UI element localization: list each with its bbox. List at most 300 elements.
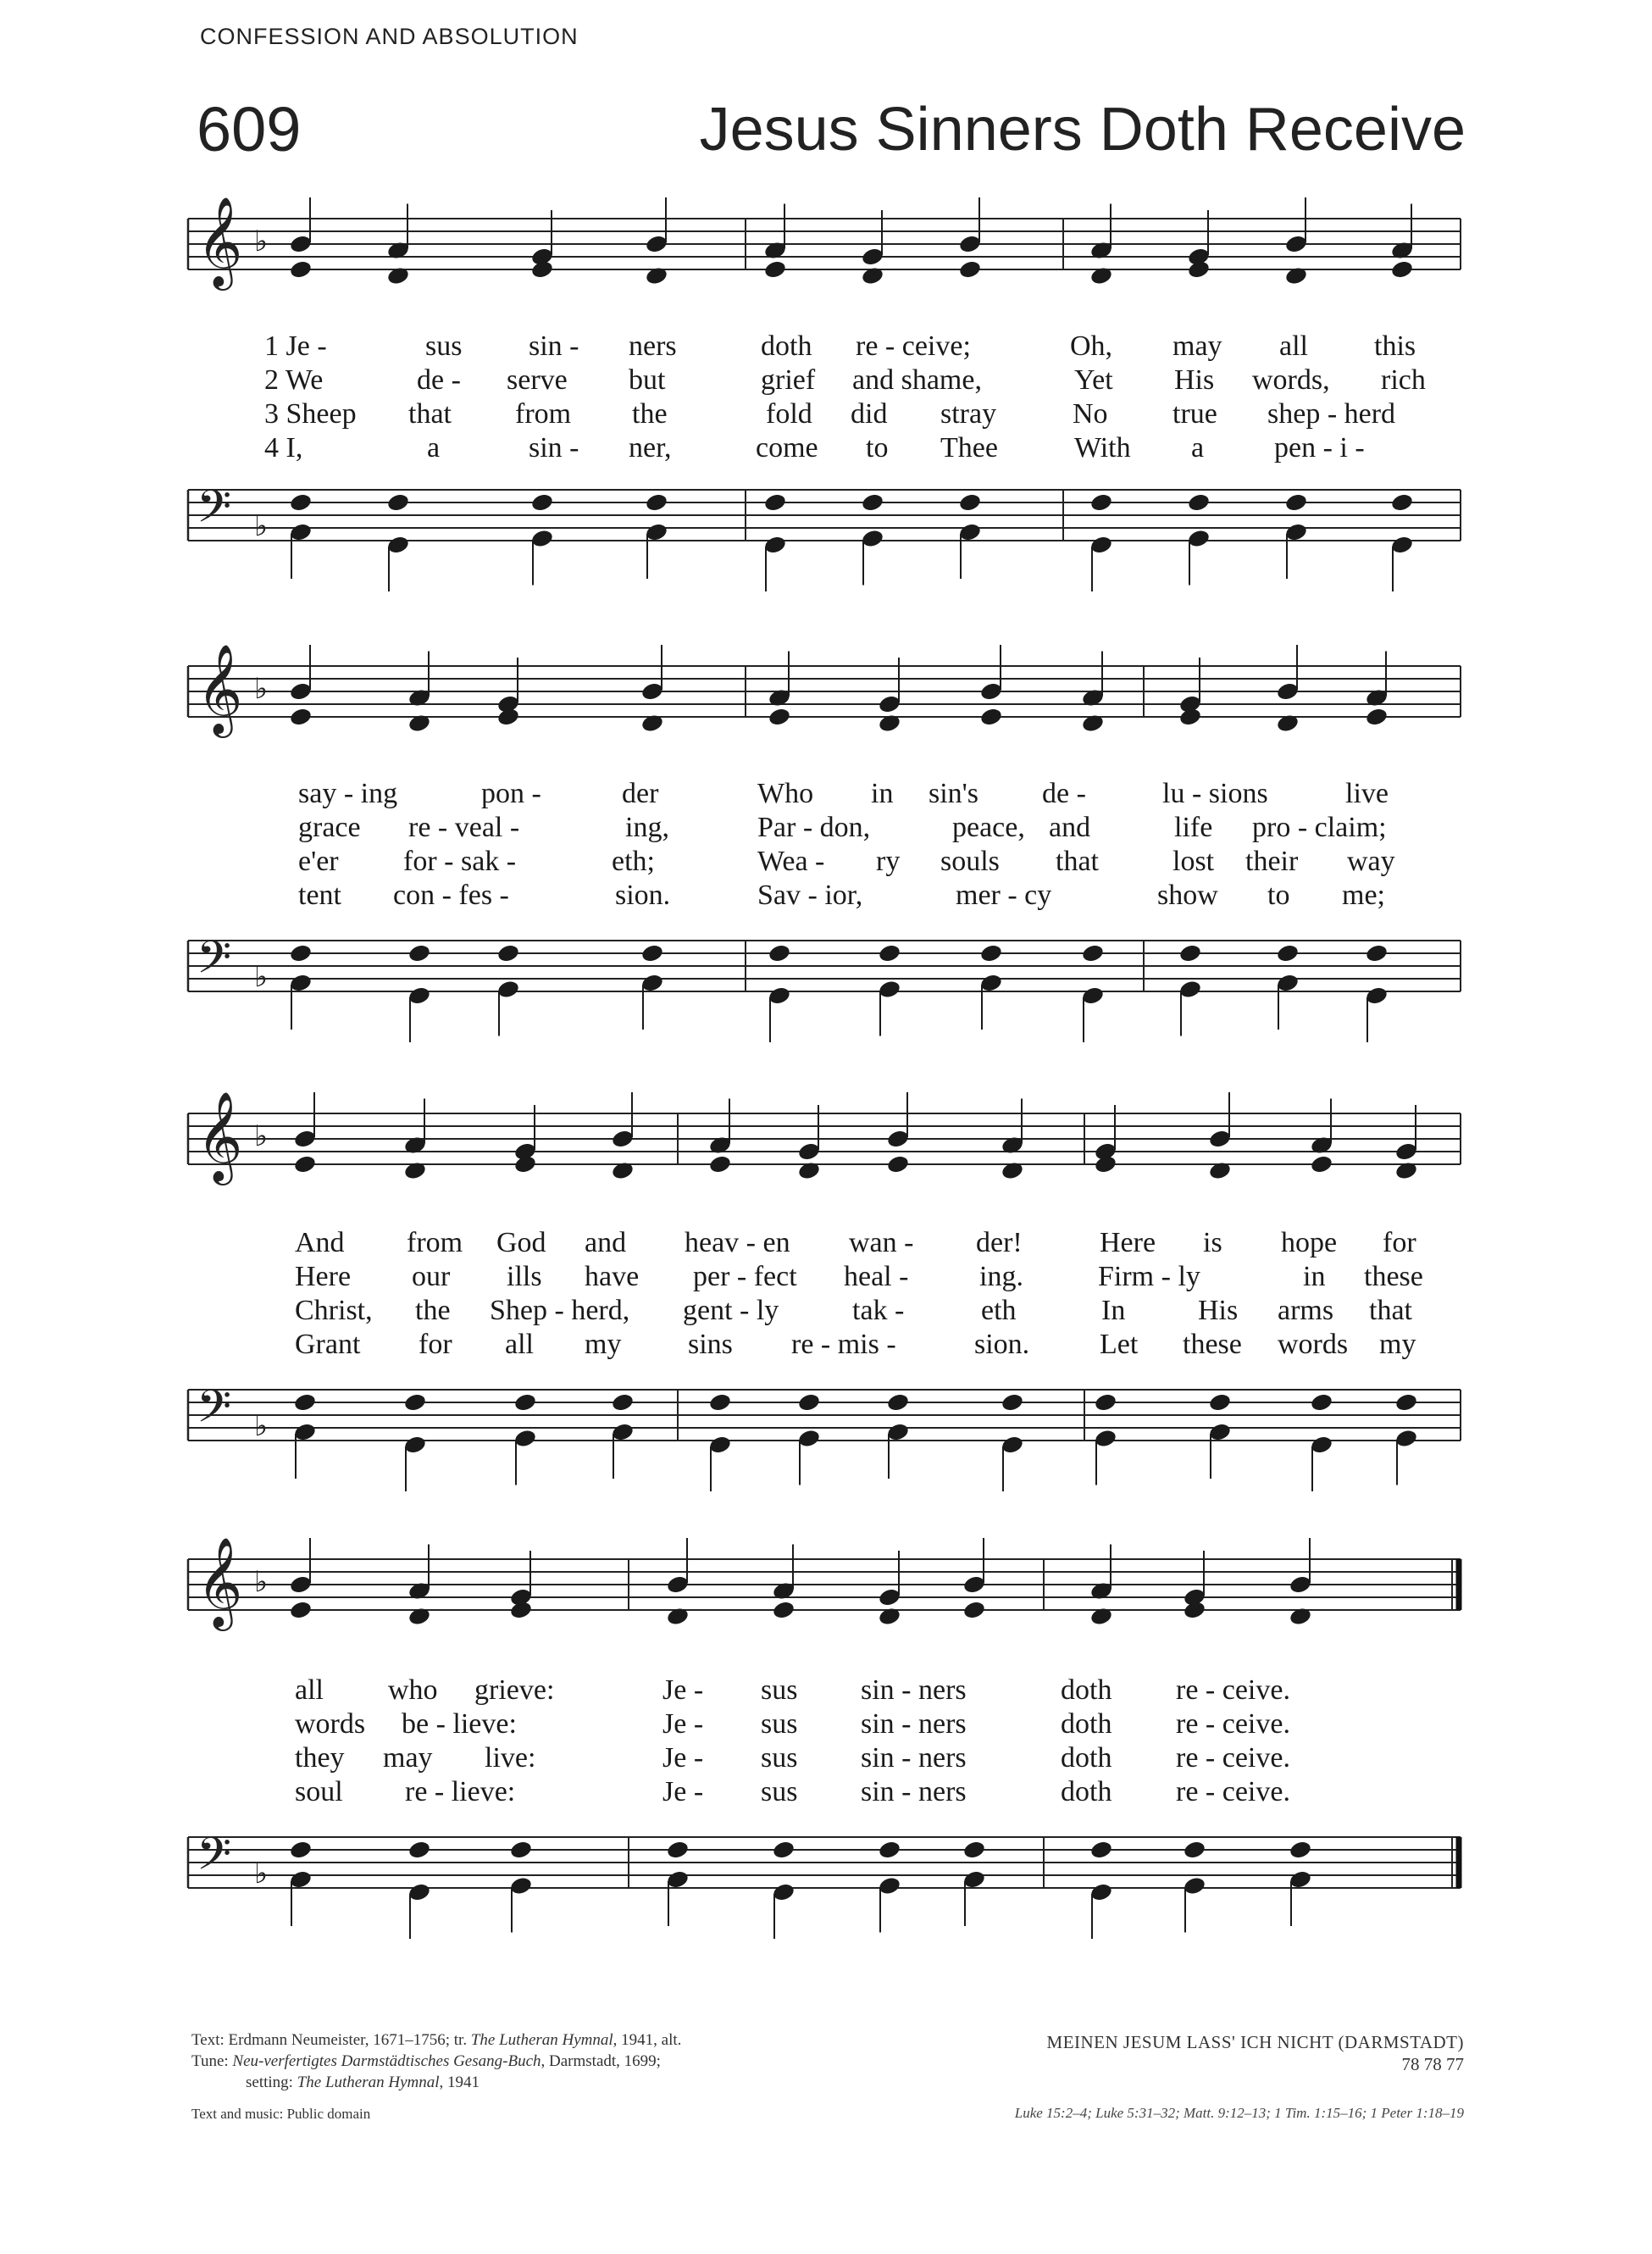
tenor-note [1089,492,1113,513]
syllable: my [585,1329,622,1360]
syllable: Here [1100,1227,1156,1258]
setting-year: , 1941 [439,2074,480,2091]
tenor-note [1394,1392,1418,1413]
tenor-note [772,1840,796,1860]
bass-note [645,522,668,542]
bass-note [886,1422,910,1442]
syllable: Je - [662,1708,704,1740]
syllable: arms [1278,1295,1334,1326]
tune-source: Neu-verfertigtes Darmstädtisches Gesang-Buch [232,2052,541,2070]
alto-note [1390,259,1414,280]
tenor-note [878,943,901,963]
syllable: And [295,1227,345,1258]
alto-note [293,1154,317,1174]
setting-credit [246,2074,480,2090]
tenor-note [496,943,520,963]
syllable: Let [1100,1329,1139,1360]
tenor-note [1276,943,1300,963]
bass-note [768,985,791,1006]
tenor-note [407,943,431,963]
soprano-note [640,681,664,702]
soprano-note [289,1574,313,1595]
tenor-note [386,492,410,513]
syllable: for - sak - [403,846,517,877]
syllable: pen - i - [1274,432,1365,464]
alto-note [530,259,554,280]
alto-note [1187,259,1211,280]
bass-note [289,522,313,542]
tenor-note [763,492,787,513]
bass-note [1365,985,1389,1006]
bass-note [1208,1422,1232,1442]
text-year: , 1941, alt. [613,2031,682,2049]
tune-credit [191,2053,661,2069]
syllable: re - veal - [408,812,520,843]
alto-note [289,707,313,727]
soprano-note [645,234,668,254]
syllable: and shame, [852,364,982,396]
syllable: ner, [629,432,672,464]
syllable: who [388,1674,438,1706]
tune-place: , Darmstadt, 1699; [541,2052,661,2070]
tenor-note [289,1840,313,1860]
soprano-note [1276,681,1300,702]
syllable: heal - [844,1261,909,1292]
syllable: tak - [852,1295,905,1326]
tenor-note [1390,492,1414,513]
syllable: 3 Sheep [264,398,357,430]
bass-note [797,1428,821,1448]
tenor-note [289,943,313,963]
bass-note [509,1875,533,1896]
syllable: Christ, [295,1295,373,1326]
syllable: Grant [295,1329,361,1360]
syllable: in [1303,1261,1326,1292]
alto-note [979,707,1003,727]
soprano-note [861,247,884,267]
treble-clef-icon: 𝄞 [197,1091,243,1181]
bass-note [878,979,901,999]
tenor-note [611,1392,635,1413]
flat-key-signature-icon: ♭ [254,225,269,258]
hymn-title: Jesus Sinners Doth Receive [699,96,1466,164]
syllable: heav - en [685,1227,790,1258]
syllable: sins [688,1329,733,1360]
syllable: all [1279,330,1308,362]
bass-note [878,1875,901,1896]
flat-key-signature-icon: ♭ [254,1565,269,1599]
syllable: ners [629,330,677,362]
bass-note [293,1422,317,1442]
setting-source: The Lutheran Hymnal [297,2074,440,2091]
tenor-note [1178,943,1202,963]
syllable: Je - [662,1776,704,1807]
alto-note [1183,1600,1206,1620]
syllable: for [419,1329,452,1360]
syllable: in [871,778,894,809]
bass-note [958,522,982,542]
syllable: this [1374,330,1416,362]
syllable: ills [507,1261,542,1292]
text-label: Text: [191,2031,225,2049]
bass-clef-icon: 𝄢 [197,1829,232,1891]
tenor-note [979,943,1003,963]
soprano-note [878,694,901,714]
syllable: grace [298,812,361,843]
bass-note [611,1422,635,1442]
syllable: a [1191,432,1205,464]
tenor-note [293,1392,317,1413]
syllable: be - lieve: [402,1708,517,1740]
bass-note [1178,979,1202,999]
syllable: Je - [662,1674,704,1706]
syllable: tent [298,880,341,911]
bass-note [1289,1869,1312,1890]
tenor-note [797,1392,821,1413]
tenor-note [1187,492,1211,513]
syllable: peace, [952,812,1025,843]
bass-note [1183,1875,1206,1896]
soprano-note [962,1574,986,1595]
text-source: The Lutheran Hymnal [470,2031,613,2049]
syllable: sus [761,1742,798,1774]
syllable: Yet [1074,364,1113,396]
flat-key-signature-icon: ♭ [254,1409,269,1443]
syllable: that [408,398,452,430]
bass-note [1276,973,1300,993]
alto-note [1094,1154,1117,1174]
soprano-note [878,1587,901,1607]
syllable: say - ing [298,778,398,809]
tenor-note [645,492,668,513]
alto-note [509,1600,533,1620]
alto-note [289,1600,313,1620]
bass-clef-icon: 𝄢 [197,932,232,995]
tenor-note [1365,943,1389,963]
bass-note [1187,528,1211,548]
bass-note [1284,522,1308,542]
tenor-note [1310,1392,1333,1413]
bass-note [530,528,554,548]
scripture-references: Luke 15:2–4; Luke 5:31–32; Matt. 9:12–13; 1 Tim. 1:15–16; 1 Peter 1:18–19 [1014,2105,1464,2121]
tenor-note [1208,1392,1232,1413]
soprano-note [289,681,313,702]
syllable: live: [485,1742,536,1774]
alto-note [768,707,791,727]
tenor-note [1001,1392,1024,1413]
syllable: stray [940,398,997,430]
bass-clef-icon: 𝄢 [197,481,232,544]
alto-note [1365,707,1389,727]
hymn-number: 609 [197,94,302,164]
bass-note [1394,1428,1418,1448]
syllable: con - fes - [393,880,509,911]
flat-key-signature-icon: ♭ [254,672,269,706]
syllable: true [1172,398,1217,430]
syllable: did [851,398,888,430]
syllable: de - [1042,778,1086,809]
tenor-note [886,1392,910,1413]
syllable: may [1172,330,1222,362]
syllable: and [1049,812,1091,843]
syllable: from [407,1227,463,1258]
syllable: sin - ners [861,1776,967,1807]
syllable: words, [1252,364,1330,396]
syllable: grief [761,364,816,396]
tune-name: MEINEN JESUM LASS' ICH NICHT (DARMSTADT) [1046,2032,1464,2052]
soprano-note [886,1129,910,1149]
syllable: lost [1172,846,1215,877]
syllable: eth; [612,846,655,877]
tenor-note [640,943,664,963]
syllable: Thee [940,432,998,464]
bass-note [1390,535,1414,555]
syllable: Par - don, [757,812,871,843]
alto-note [708,1154,732,1174]
syllable: all [295,1674,324,1706]
syllable: that [1056,846,1099,877]
bass-note [861,528,884,548]
alto-note [962,1600,986,1620]
syllable: No [1073,398,1108,430]
syllable: sin - ners [861,1708,967,1740]
flat-key-signature-icon: ♭ [254,1119,269,1153]
tenor-note [708,1392,732,1413]
syllable: 4 I, [264,432,303,464]
bass-clef-icon: 𝄢 [197,1381,232,1444]
tenor-note [407,1840,431,1860]
syllable: from [515,398,572,430]
tenor-note [1094,1392,1117,1413]
bass-note [496,979,520,999]
tenor-note [666,1840,690,1860]
syllable: Sav - ior, [757,880,863,911]
soprano-note [666,1574,690,1595]
syllable: may [383,1742,433,1774]
syllable: the [632,398,668,430]
syllable: they [295,1742,345,1774]
soprano-note [958,234,982,254]
soprano-note [289,234,313,254]
syllable: re - ceive. [1176,1708,1290,1740]
syllable: e'er [298,846,339,877]
syllable: come [756,432,818,464]
tenor-note [530,492,554,513]
tenor-note [513,1392,537,1413]
syllable: Oh, [1070,330,1113,362]
syllable: re - ceive. [1176,1742,1290,1774]
syllable: sus [761,1776,798,1807]
syllable: per - fect [693,1261,797,1292]
syllable: doth [761,330,812,362]
syllable: re - lieve: [405,1776,516,1807]
syllable: sion. [615,880,671,911]
bass-note [407,1882,431,1902]
syllable: Here [295,1261,352,1292]
syllable: these [1183,1329,1242,1360]
syllable: In [1101,1295,1126,1326]
soprano-note [1208,1129,1232,1149]
syllable: soul [295,1776,343,1807]
bass-note [289,973,313,993]
syllable: to [866,432,889,464]
syllable: sus [761,1708,798,1740]
syllable: doth [1061,1674,1112,1706]
syllable: hope [1281,1227,1338,1258]
syllable: re - ceive; [856,330,971,362]
syllable: words [1278,1329,1349,1360]
syllable: serve [507,364,568,396]
syllable: to [1267,880,1290,911]
tenor-note [1284,492,1308,513]
syllable: sin's [929,778,979,809]
bass-note [763,535,787,555]
syllable: His [1198,1295,1239,1326]
syllable: the [415,1295,451,1326]
syllable: show [1157,880,1218,911]
syllable: doth [1061,1742,1112,1774]
syllable: pro - claim; [1252,812,1387,843]
bass-note [640,973,664,993]
syllable: shep - herd [1267,398,1396,430]
alto-note [763,259,787,280]
tenor-note [1289,1840,1312,1860]
syllable: a [427,432,441,464]
tenor-note [878,1840,901,1860]
syllable: doth [1061,1708,1112,1740]
syllable: 1 Je - [264,330,327,362]
syllable: der [622,778,659,809]
bass-note [772,1882,796,1902]
syllable: words [295,1708,366,1740]
syllable: de - [417,364,461,396]
treble-clef-icon: 𝄞 [197,1536,243,1627]
soprano-note [611,1129,635,1149]
bass-note [708,1435,732,1455]
setting-label: setting: [246,2074,293,2091]
soprano-note [979,681,1003,702]
syllable: ing, [625,812,669,843]
soprano-note [1289,1574,1312,1595]
treble-clef-icon: 𝄞 [197,643,243,734]
syllable: that [1369,1295,1412,1326]
bass-note [513,1428,537,1448]
treble-clef-icon: 𝄞 [197,196,243,286]
syllable: live [1345,778,1389,809]
bass-note [386,535,410,555]
soprano-note [1394,1141,1418,1162]
syllable: but [629,364,666,396]
syllable: wan - [849,1227,914,1258]
syllable: sin - [529,330,579,362]
alto-note [1310,1154,1333,1174]
bass-note [979,973,1003,993]
bass-note [403,1435,427,1455]
syllable: and [585,1227,627,1258]
syllable: re - mis - [791,1329,896,1360]
soprano-note [1284,234,1308,254]
syllable: life [1174,812,1213,843]
syllable: our [412,1261,451,1292]
bass-note [1081,985,1105,1006]
tenor-note [1089,1840,1113,1860]
copyright-note: Text and music: Public domain [191,2106,371,2122]
bass-note [1089,1882,1113,1902]
bass-note [962,1869,986,1890]
soprano-note [293,1129,317,1149]
syllable: Wea - [757,846,825,877]
syllable: gent - ly [683,1295,779,1326]
alto-note [496,707,520,727]
section-heading: CONFESSION AND ABSOLUTION [200,24,579,49]
syllable: Firm - ly [1098,1261,1200,1292]
tenor-note [962,1840,986,1860]
syllable: sin - [529,432,579,464]
syllable: for [1383,1227,1416,1258]
soprano-note [797,1141,821,1162]
syllable: pon - [481,778,541,809]
syllable: With [1074,432,1131,464]
syllable: sus [761,1674,798,1706]
tenor-note [958,492,982,513]
alto-note [886,1154,910,1174]
syllable: re - ceive. [1176,1674,1290,1706]
bass-note [666,1869,690,1890]
syllable: rich [1381,364,1426,396]
alto-note [513,1154,537,1174]
tenor-note [861,492,884,513]
alto-note [1178,707,1202,727]
syllable: ing. [979,1261,1023,1292]
tenor-note [289,492,313,513]
syllable: sion. [974,1329,1030,1360]
syllable: re - ceive. [1176,1776,1290,1807]
bass-note [1001,1435,1024,1455]
bass-note [1094,1428,1117,1448]
bass-note [289,1869,313,1890]
syllable: all [505,1329,534,1360]
flat-key-signature-icon: ♭ [254,1857,269,1890]
syllable: 2 We [264,364,324,396]
syllable: is [1203,1227,1222,1258]
bass-note [1089,535,1113,555]
meter: 78 78 77 [1401,2054,1464,2074]
tenor-note [403,1392,427,1413]
tenor-note [1081,943,1105,963]
syllable: Shep - herd, [490,1295,630,1326]
syllable: grieve: [474,1674,555,1706]
syllable: der! [976,1227,1023,1258]
syllable: ry [876,846,901,877]
syllable: God [496,1227,546,1258]
syllable: sin - ners [861,1742,967,1774]
syllable: souls [940,846,1000,877]
syllable: my [1379,1329,1416,1360]
syllable: their [1245,846,1299,877]
syllable: fold [766,398,812,430]
text-credit [191,2032,681,2048]
tenor-note [1183,1840,1206,1860]
syllable: have [585,1261,640,1292]
syllable: lu - sions [1162,778,1268,809]
text-author: Erdmann Neumeister, 1671–1756; tr. [228,2031,468,2049]
bass-note [1310,1435,1333,1455]
flat-key-signature-icon: ♭ [254,509,269,543]
tenor-note [768,943,791,963]
alto-note [289,259,313,280]
syllable: these [1364,1261,1423,1292]
alto-note [772,1600,796,1620]
